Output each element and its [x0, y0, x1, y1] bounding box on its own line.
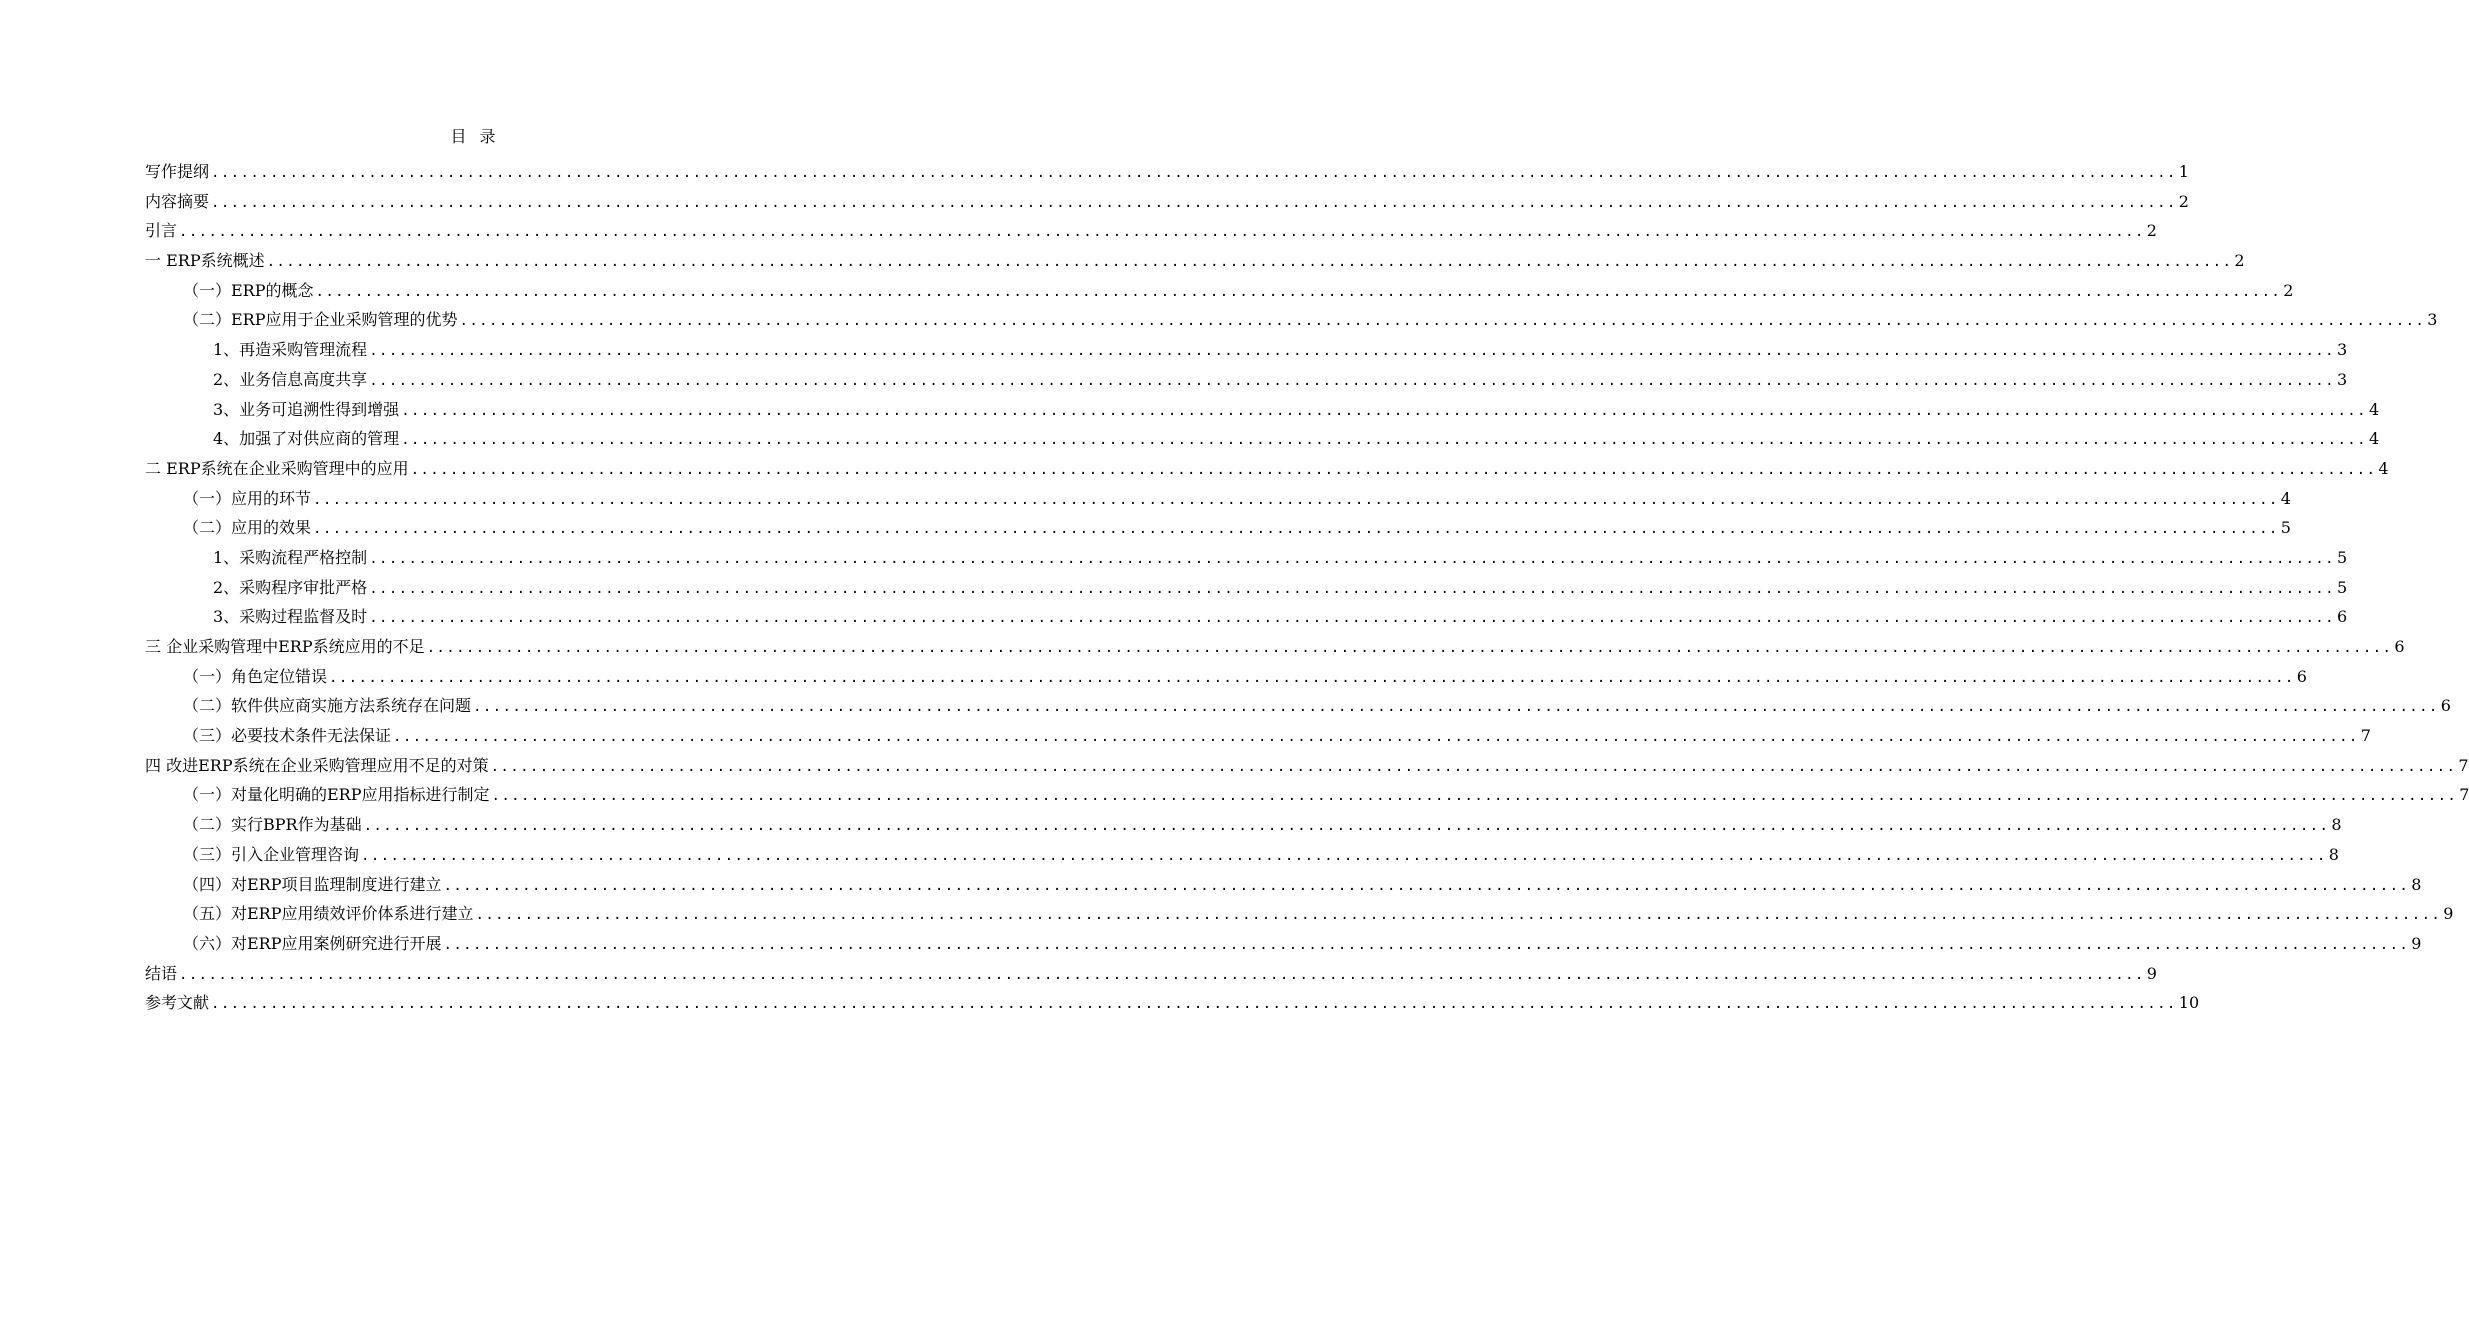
toc-entry[interactable] [145, 959, 2157, 989]
toc-title: 目 录 [450, 127, 500, 146]
toc-entry-text: （一）ERP的概念 [183, 280, 314, 300]
toc-entry-text: 三 企业采购管理中ERP系统应用的不足 [145, 637, 425, 656]
toc-entry-text: （二）实行BPR作为基础 [183, 815, 362, 835]
table-of-contents [145, 157, 2469, 1018]
toc-page-number: 8 [2411, 874, 2422, 894]
toc-entry[interactable] [145, 691, 2451, 721]
toc-page-number: 5 [2336, 577, 2348, 597]
toc-entry[interactable] [145, 632, 2405, 662]
toc-page-number: 6 [2440, 696, 2451, 716]
toc-entry-text: 四 改进ERP系统在企业采购管理应用不足的对策 [145, 755, 489, 775]
toc-entry[interactable] [145, 988, 2200, 1018]
toc-dot-leader: ........................................................................................................................................................................................................ [393, 729, 2359, 746]
toc-entry[interactable] [145, 602, 2348, 632]
toc-entry-text: 1、采购流程严格控制 [213, 547, 368, 567]
toc-dot-leader: ........................................................................................................................................................................................................ [369, 550, 2335, 567]
toc-dot-leader: ........................................................................................................................................................................................................ [369, 343, 2335, 360]
toc-page-number: 7 [2360, 726, 2371, 746]
toc-entry-text: 4、加强了对供应商的管理 [213, 429, 400, 449]
toc-page-number: 8 [2328, 844, 2339, 864]
toc-entry[interactable] [145, 216, 2157, 246]
toc-entry[interactable] [145, 513, 2291, 543]
toc-dot-leader: ........................................................................................................................................................................................................ [179, 224, 2145, 241]
toc-entry-text: 内容摘要 [145, 191, 210, 211]
toc-dot-leader: ........................................................................................................................................................................................................ [266, 254, 2233, 271]
toc-entry-text: （一）对量化明确的ERP应用指标进行制定 [183, 785, 490, 805]
toc-page-number: 6 [2394, 637, 2405, 656]
toc-entry-text: （三）必要技术条件无法保证 [183, 726, 392, 746]
toc-dot-leader: ........................................................................................................................................................................................................ [475, 907, 2442, 924]
toc-dot-leader: ........................................................................................................................................................................................................ [410, 461, 2377, 478]
toc-dot-leader: ........................................................................................................................................................................................................ [490, 758, 2457, 775]
toc-dot-leader: ........................................................................................................................................................................................................ [369, 372, 2335, 389]
toc-entry[interactable] [145, 246, 2245, 276]
toc-dot-leader: ........................................................................................................................................................................................................ [363, 818, 2330, 835]
toc-page-number: 6 [2336, 607, 2348, 627]
toc-page-number: 2 [2234, 251, 2245, 271]
toc-entry[interactable] [145, 870, 2422, 900]
toc-dot-leader: ........................................................................................................................................................................................................ [426, 640, 2393, 656]
toc-entry-text: 二 ERP系统在企业采购管理中的应用 [145, 458, 409, 478]
toc-entry-text: （二）ERP应用于企业采购管理的优势 [183, 310, 458, 330]
toc-entry-text: （二）软件供应商实施方法系统存在问题 [183, 696, 472, 716]
toc-page-number: 5 [2280, 518, 2291, 538]
toc-entry[interactable] [145, 751, 2469, 781]
toc-entry[interactable] [145, 573, 2348, 603]
toc-page-number: 4 [2280, 488, 2291, 508]
toc-entry[interactable] [145, 424, 2380, 454]
toc-page-number: 8 [2331, 815, 2342, 835]
toc-entry-text: 引言 [145, 221, 178, 241]
toc-page-number: 3 [2427, 310, 2438, 330]
toc-dot-leader: ........................................................................................................................................................................................................ [401, 402, 2367, 419]
toc-page-number: 3 [2336, 369, 2348, 389]
toc-dot-leader: ........................................................................................................................................................................................................ [369, 610, 2335, 627]
toc-entry-text: （三）引入企业管理咨询 [183, 844, 360, 864]
toc-dot-leader: ........................................................................................................................................................................................................ [315, 283, 2282, 300]
toc-entry[interactable] [145, 395, 2380, 425]
toc-page-number: 7 [2459, 785, 2469, 805]
toc-entry-text: （一）应用的环节 [183, 488, 312, 508]
toc-entry[interactable] [145, 454, 2389, 484]
toc-page-number: 9 [2443, 904, 2454, 924]
toc-dot-leader: ........................................................................................................................................................................................................ [369, 580, 2335, 597]
toc-entry-text: 3、采购过程监督及时 [213, 607, 368, 627]
toc-page-number: 6 [2296, 666, 2307, 686]
toc-entry[interactable] [145, 929, 2422, 959]
toc-page-number: 9 [2146, 963, 2157, 983]
toc-dot-leader: ........................................................................................................................................................................................................ [329, 669, 2295, 686]
toc-dot-leader: ........................................................................................................................................................................................................ [211, 996, 2177, 1013]
toc-entry-text: （二）应用的效果 [183, 518, 312, 538]
toc-dot-leader: ........................................................................................................................................................................................................ [211, 165, 2177, 181]
toc-page-number: 2 [2178, 191, 2189, 211]
toc-entry[interactable] [145, 484, 2291, 514]
toc-entry-text: 一 ERP系统概述 [145, 251, 265, 271]
toc-entry[interactable] [145, 810, 2342, 840]
toc-entry-text: 2、采购程序审批严格 [213, 577, 368, 597]
toc-dot-leader: ........................................................................................................................................................................................................ [313, 491, 2279, 508]
toc-dot-leader: ........................................................................................................................................................................................................ [313, 521, 2279, 538]
toc-page-number: 10 [2178, 993, 2200, 1013]
toc-page-number: 4 [2378, 458, 2389, 478]
toc-dot-leader: ........................................................................................................................................................................................................ [443, 877, 2410, 894]
toc-page-number: 5 [2336, 547, 2348, 567]
toc-entry[interactable] [145, 721, 2371, 751]
toc-dot-leader: ........................................................................................................................................................................................................ [459, 313, 2426, 330]
toc-entry[interactable] [145, 157, 2189, 187]
toc-page-number: 4 [2368, 429, 2380, 449]
toc-page-number: 3 [2336, 340, 2348, 360]
toc-dot-leader: ........................................................................................................................................................................................................ [179, 966, 2145, 983]
toc-dot-leader: ........................................................................................................................................................................................................ [473, 699, 2439, 716]
toc-entry-text: 3、业务可追溯性得到增强 [213, 399, 400, 419]
toc-entry[interactable] [145, 662, 2307, 692]
toc-dot-leader: ........................................................................................................................................................................................................ [361, 847, 2327, 864]
toc-entry[interactable] [145, 899, 2454, 929]
toc-entry-text: （四）对ERP项目监理制度进行建立 [183, 874, 442, 894]
toc-entry-text: 参考文献 [145, 993, 210, 1013]
toc-entry-text: 结语 [145, 963, 178, 983]
toc-dot-leader: ........................................................................................................................................................................................................ [491, 788, 2458, 805]
toc-entry[interactable] [145, 305, 2438, 335]
toc-entry[interactable] [145, 187, 2189, 217]
toc-page-number: 9 [2411, 933, 2422, 953]
toc-entry-text: （六）对ERP应用案例研究进行开展 [183, 933, 442, 953]
toc-entry-text: 2、业务信息高度共享 [213, 369, 368, 389]
toc-entry[interactable] [145, 543, 2348, 573]
toc-page-number: 2 [2146, 221, 2157, 241]
toc-entry-text: 写作提纲 [145, 162, 210, 181]
toc-page-number: 1 [2178, 162, 2189, 181]
toc-entry[interactable] [145, 780, 2469, 810]
toc-dot-leader: ........................................................................................................................................................................................................ [401, 432, 2367, 449]
toc-dot-leader: ........................................................................................................................................................................................................ [443, 936, 2410, 953]
toc-dot-leader: ........................................................................................................................................................................................................ [211, 194, 2177, 211]
toc-page-number: 7 [2458, 755, 2469, 775]
toc-page-number: 4 [2368, 399, 2380, 419]
toc-entry[interactable] [145, 365, 2348, 395]
toc-entry-text: （五）对ERP应用绩效评价体系进行建立 [183, 904, 474, 924]
toc-page-number: 2 [2283, 280, 2294, 300]
toc-entry[interactable] [145, 276, 2294, 306]
toc-entry[interactable] [145, 840, 2339, 870]
toc-entry-text: （一）角色定位错误 [183, 666, 328, 686]
toc-entry-text: 1、再造采购管理流程 [213, 340, 368, 360]
toc-entry[interactable] [145, 335, 2348, 365]
